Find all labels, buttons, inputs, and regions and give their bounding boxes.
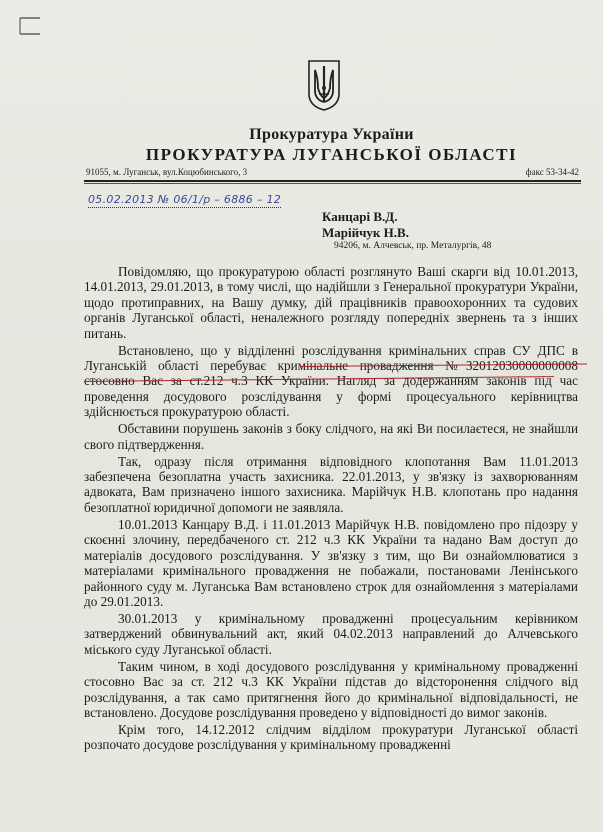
corner-mark-icon: [18, 15, 42, 37]
body-paragraph: Таким чином, в ході досудового розслідування у кримінальному провадженні стосовно Вас за ст. 212 ч.3 КК України підстав до відсторонення слідчого від розслідування, а так само притягнення його до кримінальної відповідальності, не встановлено. Досудове розслідування проведено у відповідності до вимог законів.: [84, 658, 578, 720]
header-divider: [84, 180, 581, 182]
recipient-name-2: Марійчук Н.В.: [322, 225, 409, 240]
regional-office-name: ПРОКУРАТУРА ЛУГАНСЬКОЇ ОБЛАСТІ: [145, 145, 518, 164]
body-paragraph: 10.01.2013 Канцару В.Д. і 11.01.2013 Марійчук Н.В. повідомлено про підозру у скоєнні злочину, передбаченого ст. 212 ч.3 КК України та надано Вам доступ до матеріалів досудового розслідування. У зв'язку з тим, що Ви ознайомлюватися з матеріалами кримінального провадження не побажали, постановами Ленінського районного суду м. Луганська Вам встановлено строк для ознайомлення з матеріалами до 29.01.2013.: [84, 516, 578, 609]
office-address-row: [86, 167, 579, 179]
body-paragraph: Крім того, 14.12.2012 слідчим відділом прокуратури Луганської області розпочато досудове розслідування у кримінальному провадженні: [84, 721, 578, 753]
recipient-address: 94206, м. Алчевськ, пр. Металургів, 48: [334, 241, 492, 251]
body-paragraph: Встановлено, що у відділенні розслідування кримінальних справ СУ ДПС в Луганській області перебуває кримінальне провадження №32012030000000008 стосовно Вас за ст.212 ч.3 КК України. Нагляд за додержанням законів під час проведення досудового розслідування у формі процесуального керівництва здійснюється прокуратурою області.: [84, 342, 578, 420]
body-paragraph: 30.01.2013 у кримінальному провадженні процесуальним керівником затверджений обвинувальний акт, який 04.02.2013 направлений до Алчевського міського суду Луганської області.: [84, 610, 578, 657]
reference-underline: [88, 207, 281, 208]
org-name: Прокуратура України: [249, 126, 414, 143]
body-paragraph: Обставини порушень законів з боку слідчого, на які Ви посилаєтеся, не знайшли свого підтвердження.: [84, 421, 578, 452]
body-paragraph: Повідомляю, що прокуратурою області розглянуто Ваші скарги від 10.01.2013, 14.01.2013, 29.01.2013, в тому числі, що надійшли з Генеральної прокуратури України, щодо протиправних, на Вашу думку, дій працівників правоохоронних та судових органів Луганської області, неналежного розгляду попередніх звернень та з інших питань.: [84, 264, 578, 341]
header-divider-thin: [84, 183, 581, 184]
office-address: 91055, м. Луганськ, вул.Коцюбинського, 3: [86, 167, 248, 177]
outgoing-reference: [88, 193, 281, 206]
body-paragraph: Так, одразу після отримання відповідного клопотання Вам 11.01.2013 забезпечена безоплатна участь захисника. 22.01.2013, у зв'язку із захворюванням адвоката, Вам призначено іншого захисника. Марійчук Н.В. клопотань про надання безоплатної юридичної допомоги не заявляла.: [84, 453, 578, 515]
office-fax: факс 53-34-42: [525, 167, 579, 177]
trident-coat-of-arms-icon: [306, 58, 342, 112]
recipient-name-1: Канцарі В.Д.: [322, 209, 398, 224]
outgoing-reference-text: 05.02.2013 № 06/1/р – 6886 – 12: [88, 193, 282, 206]
recipient-block: [322, 209, 409, 241]
letter-body: [84, 264, 578, 754]
